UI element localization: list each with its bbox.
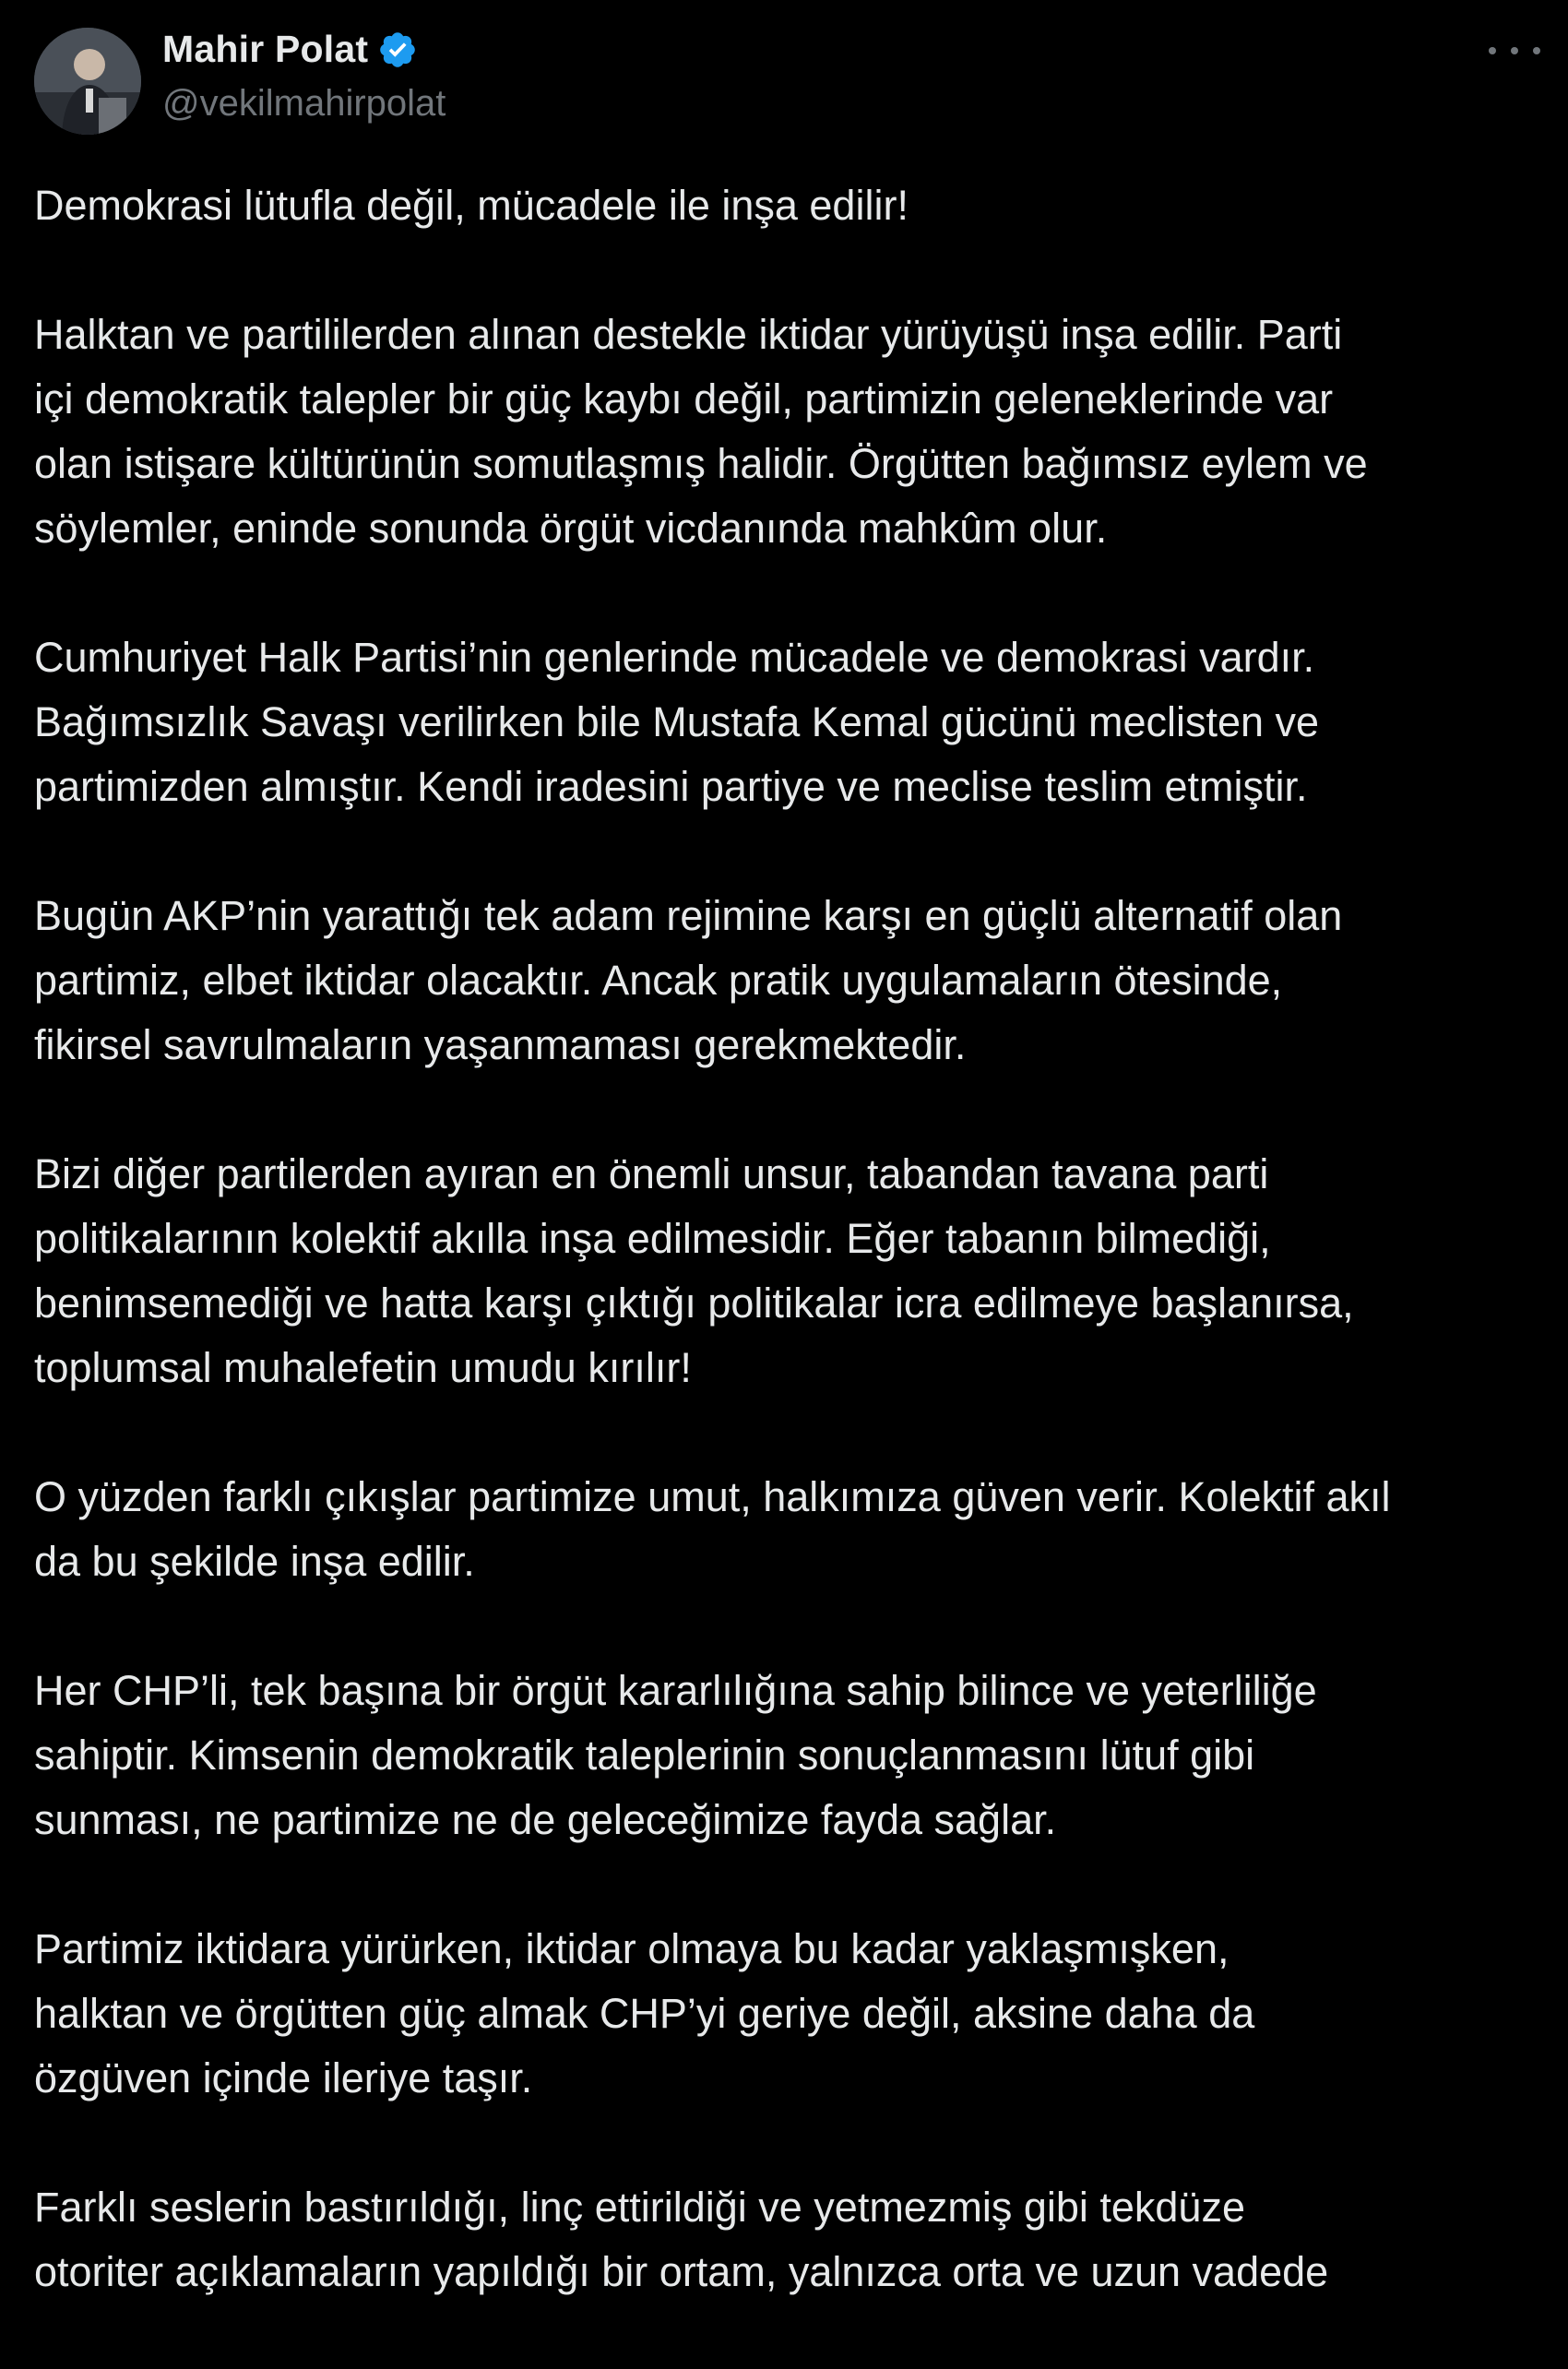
tweet-paragraph: Demokrasi lütufla değil, mücadele ile inşa edilir! [34, 182, 909, 229]
profile-photo-icon [34, 28, 141, 135]
tweet-paragraph: Halktan ve partililerden alınan destekle iktidar yürüyüşü inşa edilir. Parti içi demokratik talepler bir güç kaybı değil, partimizin geleneklerinde var olan istişare kültürünün somutlaşmış halidir. Örgütten bağımsız eylem ve söylemler, eninde sonunda örgüt vicdanında mahkûm olur. [34, 311, 1368, 552]
tweet-text [34, 173, 1556, 2369]
tweet-paragraph: Cumhuriyet Halk Partisi’nin genlerinde mücadele ve demokrasi vardır. Bağımsızlık Savaşı verilirken bile Mustafa Kemal gücünü meclisten ve partimizden almıştır. Kendi iradesini partiye ve meclise teslim etmiştir. [34, 634, 1320, 810]
dot [1489, 47, 1496, 54]
display-name[interactable]: Mahir Polat [162, 28, 369, 70]
more-options-icon[interactable] [1489, 32, 1540, 69]
name-line [162, 28, 418, 71]
tweet-paragraph: Farklı seslerin bastırıldığı, linç ettirildiği ve yetmezmiş gibi tekdüze otoriter açıklamaların yapıldığı bir ortam, yalnızca orta ve uzun vadede [34, 2184, 1329, 2295]
verified-badge-icon [377, 30, 418, 70]
tweet-paragraph: Bizi diğer partilerden ayıran en önemli unsur, tabandan tavana parti politikalarının kolektif akılla inşa edilmesidir. Eğer tabanın bilmediği, benimsemediği ve hatta karşı çıktığı politikalar icra edilmeye başlanırsa, toplumsal muhalefetin umudu kırılır! [34, 1150, 1354, 1391]
tweet-header [0, 0, 1568, 157]
dot [1533, 47, 1540, 54]
dot [1511, 47, 1518, 54]
avatar[interactable] [34, 28, 141, 135]
tweet-paragraph: Partimiz iktidara yürürken, iktidar olmaya bu kadar yaklaşmışken, halktan ve örgütten güç almak CHP’yi geriye değil, aksine daha da özgüven içinde ileriye taşır. [34, 1925, 1255, 2101]
tweet-paragraph: O yüzden farklı çıkışlar partimize umut, halkımıza güven verir. Kolektif akıl da bu şekilde inşa edilir. [34, 1473, 1391, 1585]
tweet-paragraph: Her CHP’li, tek başına bir örgüt kararlılığına sahip bilince ve yeterliliğe sahiptir. Kimsenin demokratik taleplerinin sonuçlanmasını lütuf gibi sunması, ne partimize ne de geleceğimize fayda sağlar. [34, 1667, 1317, 1843]
user-handle[interactable]: @vekilmahirpolat [162, 83, 446, 124]
tweet-paragraph: Bugün AKP’nin yarattığı tek adam rejimine karşı en güçlü alternatif olan partimiz, elbet iktidar olacaktır. Ancak pratik uygulamaların ötesinde, fikirsel savrulmaların yaşanmaması gerekmektedir. [34, 892, 1343, 1068]
